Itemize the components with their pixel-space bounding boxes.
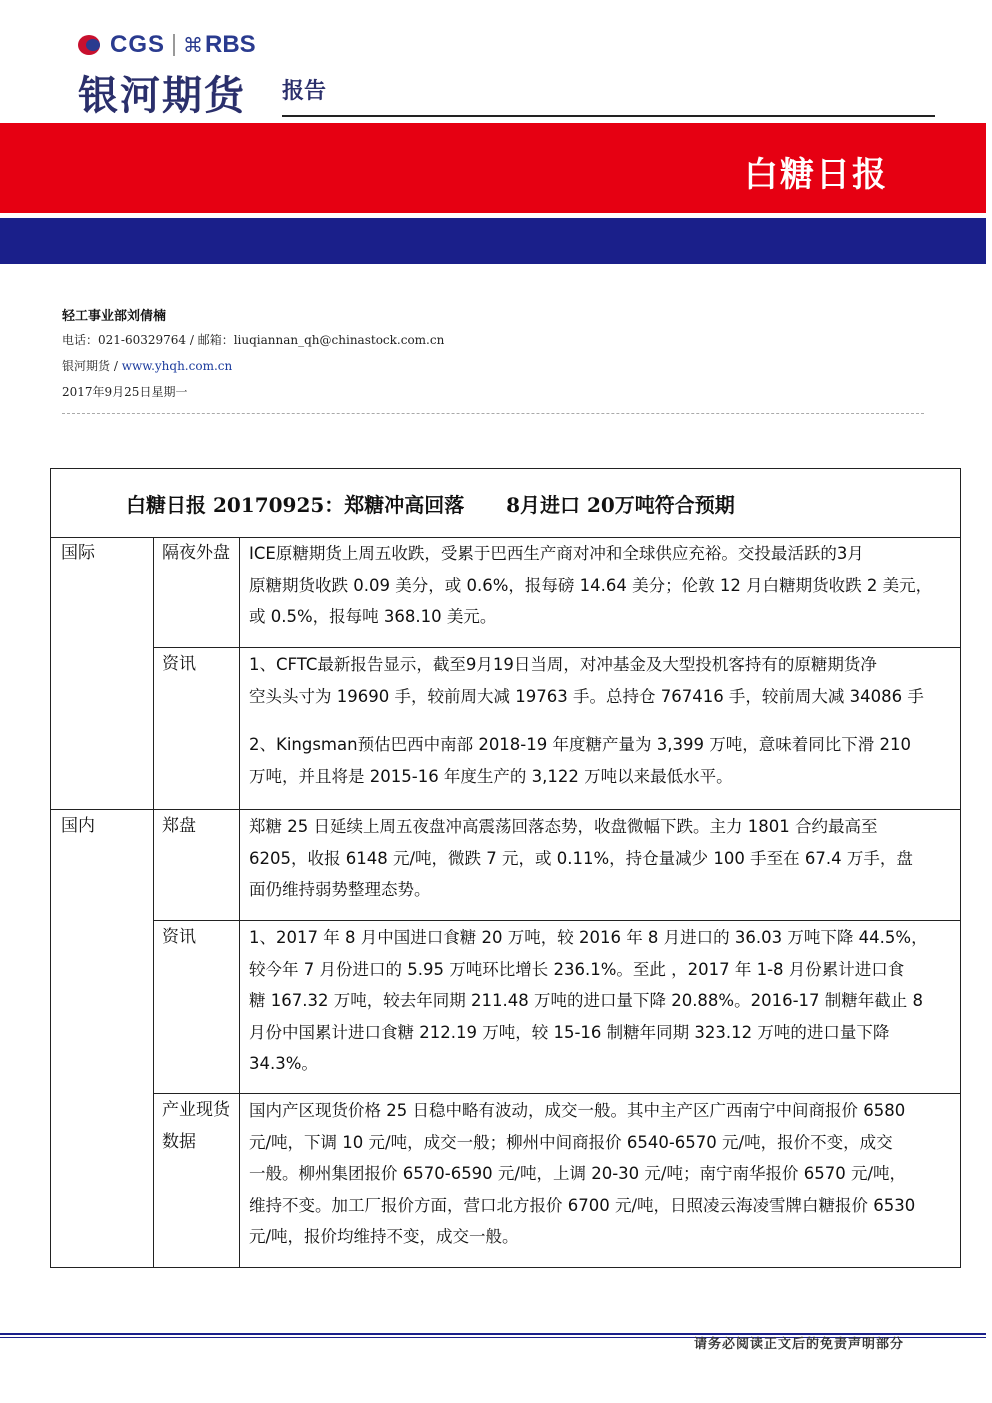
table-title: 白糖日报 20170925：郑糖冲高回落 8月进口 20万吨符合预期 bbox=[126, 493, 735, 517]
dashed-divider bbox=[62, 413, 924, 414]
table-header bbox=[51, 469, 960, 538]
section-label-international: 国际 bbox=[61, 543, 95, 563]
text-line: 原糖期货收跌 0.09 美分，或 0.6%，报每磅 14.64 美分；伦敦 12 月白糖期货收跌 2 美元， bbox=[249, 575, 933, 595]
text-line: 郑糖 25 日延续上周五夜盘冲高震荡回落态势，收盘微幅下跌。主力 1801 合约最高至 bbox=[249, 817, 878, 836]
row-intl-news-content bbox=[249, 649, 924, 792]
report-tag: 报告 bbox=[282, 79, 327, 104]
text-line: 月份中国累计进口食糖 212.19 万吨，较 15-16 制糖年同期 323.12 万吨的进口量下降 bbox=[249, 1022, 890, 1042]
category-label-overnight: 隔夜外盘 bbox=[162, 543, 230, 563]
text-line: 或 0.5%，报每吨 368.10 美元。 bbox=[249, 607, 497, 626]
company-logo-name: 银河期货 bbox=[78, 73, 246, 119]
text-line: 1、2017 年 8 月中国进口食糖 20 万吨，较 2016 年 8 月进口的 36.03 万吨下降 44.5%， bbox=[249, 928, 928, 947]
row-divider-2 bbox=[51, 809, 960, 810]
banner-title: 白糖日报 bbox=[744, 155, 888, 195]
logo-cgs-text: CGS bbox=[110, 31, 166, 58]
report-table bbox=[50, 468, 961, 1268]
header-divider bbox=[282, 115, 935, 117]
cgs-rbs-logo bbox=[78, 30, 256, 60]
blue-banner bbox=[0, 218, 986, 264]
author-contact: 电话：021-60329764 / 邮箱：liuqiannan_qh@chinastock.com.cn bbox=[62, 333, 445, 347]
row-overnight-content bbox=[249, 538, 932, 633]
row-divider-4 bbox=[153, 1093, 960, 1094]
text-line: 元/吨，报价均维持不变，成交一般。 bbox=[249, 1227, 519, 1246]
text-line: 空头头寸为 19690 手，较前周大减 19763 手。总持仓 767416 手，较前周大减 34086 手 bbox=[249, 686, 924, 706]
logo-separator bbox=[173, 34, 175, 56]
rbs-logo-icon: ⌘ bbox=[183, 33, 204, 57]
text-line: 糖 167.32 万吨，较去年同期 211.48 万吨的进口量下降 20.88%。2016-17 制糖年截止 8 bbox=[249, 991, 924, 1010]
row-divider-1 bbox=[153, 647, 960, 648]
text-line: 6205，收报 6148 元/吨，微跌 7 元，或 0.11%，持仓量减少 100 手至在 67.4 万手，盘 bbox=[249, 848, 913, 868]
text-line: 国内产区现货价格 25 日稳中略有波动，成交一般。其中主产区广西南宁中间商报价 6580 bbox=[249, 1101, 906, 1120]
text-line: 维持不变。加工厂报价方面，营口北方报价 6700 元/吨，日照凌云海凌雪牌白糖报价 6530 bbox=[249, 1195, 916, 1215]
row-domestic-news-content bbox=[249, 922, 928, 1080]
section-label-domestic: 国内 bbox=[61, 816, 95, 836]
row-spot-data-content bbox=[249, 1095, 915, 1253]
text-line: 万吨，并且将是 2015-16 年度生产的 3,122 万吨以来最低水平。 bbox=[249, 766, 733, 786]
author-name: 轻工事业部刘倩楠 bbox=[62, 309, 167, 324]
text-line: 一般。柳州集团报价 6570-6590 元/吨，上调 20-30 元/吨；南宁南华报价 6570 元/吨， bbox=[249, 1164, 907, 1183]
company-site bbox=[62, 357, 232, 374]
row-zhengzhou-content bbox=[249, 811, 913, 906]
text-line: 34.3%。 bbox=[249, 1054, 318, 1073]
row-divider-3 bbox=[153, 920, 960, 921]
text-line: 元/吨，下调 10 元/吨，成交一般；柳州中间商报价 6540-6570 元/吨，报价不变，成交 bbox=[249, 1132, 893, 1152]
title-banner bbox=[0, 123, 986, 213]
logo-rbs-text: RBS bbox=[205, 31, 256, 58]
category-label-spot-data: 产业现货数据 bbox=[162, 1100, 230, 1152]
site-prefix: 银河期货 / bbox=[62, 359, 122, 373]
category-label-domestic-news: 资讯 bbox=[162, 927, 196, 947]
site-url-link[interactable]: www.yhqh.com.cn bbox=[121, 359, 233, 373]
cgs-logo-icon bbox=[78, 33, 104, 57]
text-line: 面仍维持弱势整理态势。 bbox=[249, 880, 431, 899]
footer-disclaimer: 请务必阅读正文后的免责声明部分 bbox=[693, 1337, 904, 1352]
text-line: ICE原糖期货上周五收跌，受累于巴西生产商对冲和全球供应充裕。交投最活跃的3月 bbox=[249, 544, 864, 563]
text-line: 较今年 7 月份进口的 5.95 万吨环比增长 236.1%。至此 ，2017 年 1-8 月份累计进口食 bbox=[249, 959, 905, 979]
text-line: 2、Kingsman预估巴西中南部 2018-19 年度糖产量为 3,399 万吨，意味着同比下滑 210 bbox=[249, 735, 911, 754]
category-label-intl-news: 资讯 bbox=[162, 654, 196, 674]
report-date: 2017年9月25日星期一 bbox=[62, 385, 188, 399]
category-label-zhengzhou: 郑盘 bbox=[162, 816, 196, 836]
text-line: 1、CFTC最新报告显示，截至9月19日当周，对冲基金及大型投机客持有的原糖期货净 bbox=[249, 655, 877, 674]
